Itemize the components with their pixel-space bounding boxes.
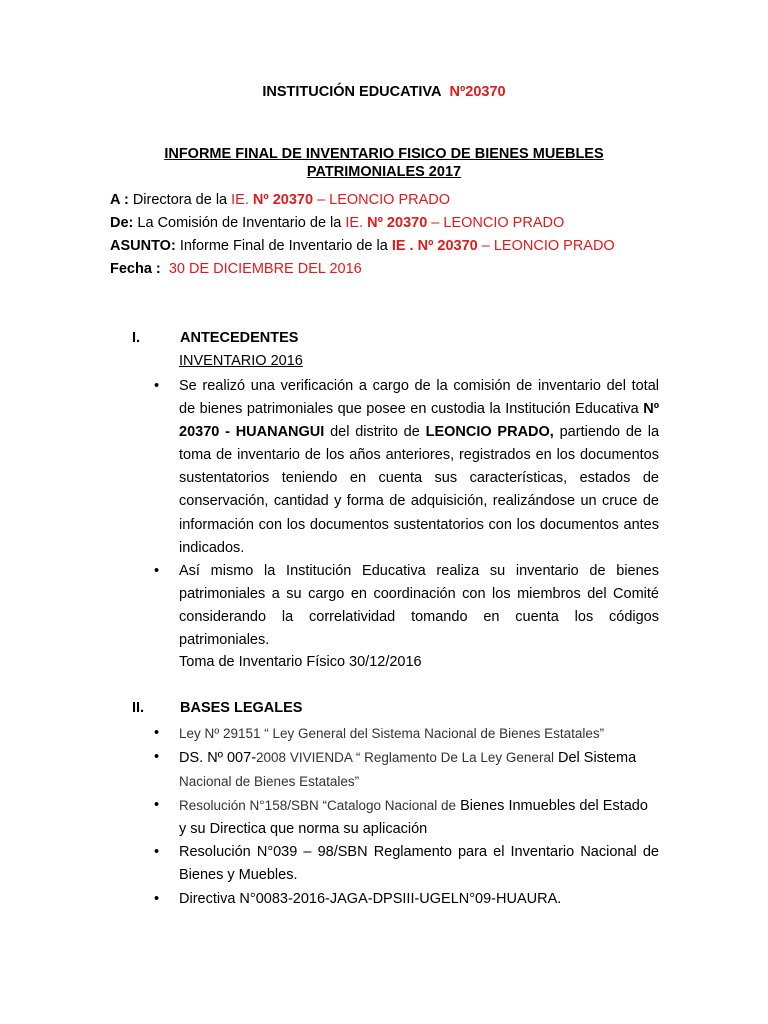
memo-from-rest: – LEONCIO PRADO xyxy=(431,215,565,231)
section-2-number: II. xyxy=(132,700,145,716)
section-1-number: I. xyxy=(132,330,141,346)
section-2-heading xyxy=(132,700,302,716)
legal-item-3-c: y su Directica que norma su aplicación xyxy=(179,821,428,838)
memo-subject-label: ASUNTO: xyxy=(110,238,176,254)
bullet-1-text-b: del distrito de xyxy=(330,424,420,441)
section-1-subtitle: INVENTARIO 2016 xyxy=(179,353,303,369)
memo-from-number: Nº 20370 xyxy=(367,215,428,231)
memo-date-value: 30 DE DICIEMBRE DEL 2016 xyxy=(168,261,362,277)
institution-label: INSTITUCIÓN EDUCATIVA xyxy=(262,84,442,100)
memo-subject-number: Nº 20370 xyxy=(417,238,478,254)
memo-to xyxy=(110,189,450,211)
bullet-1-district: LEONCIO PRADO, xyxy=(425,424,554,441)
legal-item-1 xyxy=(179,722,659,746)
section-1-heading xyxy=(132,330,298,346)
report-title xyxy=(0,145,768,181)
memo-to-label: A : xyxy=(110,192,129,208)
memo-date-label: Fecha : xyxy=(110,261,161,277)
section-1-bullet-1 xyxy=(179,375,659,560)
legal-item-2 xyxy=(179,746,659,794)
memo-from-text: La Comisión de Inventario de la xyxy=(137,215,342,231)
memo-subject-rest: – LEONCIO PRADO xyxy=(481,238,615,254)
memo-from-label: De: xyxy=(110,215,134,231)
memo-from xyxy=(110,212,564,234)
legal-item-2-a: DS. Nº 007- xyxy=(179,750,257,766)
section-2-title: BASES LEGALES xyxy=(180,700,303,716)
institution-title xyxy=(0,84,768,100)
legal-item-3-a: Resolución N°158/SBN “Catalogo Nacional de xyxy=(179,798,457,813)
bullet-1-text-c: partiendo de la toma de inventario de los años anteriores, registrados en los documentos sustentatorios teniendo en cuenta sus características, estados de conservación, cantidad y forma de adquisición, realizándose un cruce de información con los documentos sustentatorios con los documentos antes indicados. xyxy=(179,424,660,556)
memo-date xyxy=(110,258,362,280)
memo-subject-text: Informe Final de Inventario de la xyxy=(179,238,388,254)
memo-to-number: Nº 20370 xyxy=(252,192,314,208)
memo-to-rest: – LEONCIO PRADO xyxy=(317,192,451,208)
legal-item-1-text: Ley Nº 29151 “ Ley General del Sistema Nacional de Bienes Estatales” xyxy=(179,726,605,741)
section-1-bullet-2: • Así mismo la Institución Educativa realiza su inventario de bienes patrimoniales a su cargo en coordinación con los miembros del Comité considerando la correlatividad tomando en cuenta los códigos patrimoniales. xyxy=(179,560,659,652)
memo-to-text: Directora de la xyxy=(132,192,228,208)
legal-item-3 xyxy=(179,794,659,841)
legal-item-2-d: Nacional de Bienes Estatales” xyxy=(179,774,360,790)
report-title-line1: INFORME FINAL DE INVENTARIO FISICO DE BIENES MUEBLES xyxy=(164,146,604,162)
bullet-1-text-a: Se realizó una verificación a cargo de la comisión de inventario del total de bienes patrimoniales que posee en custodia la Institución Educativa xyxy=(179,378,659,418)
section-1-inventory-date: Toma de Inventario Físico 30/12/2016 xyxy=(179,654,422,670)
memo-to-ie: IE. xyxy=(231,192,249,208)
report-title-line2: PATRIMONIALES 2017 xyxy=(306,164,462,180)
memo-subject-ie: IE . xyxy=(391,238,414,254)
legal-item-4: • Resolución N°039 – 98/SBN Reglamento para el Inventario Nacional de Bienes y Muebles. xyxy=(179,841,659,887)
memo-from-ie: IE. xyxy=(345,215,364,231)
institution-number: Nº20370 xyxy=(449,84,506,100)
legal-item-2-b: 2008 VIVIENDA “ Reglamento De La Ley General xyxy=(256,750,554,765)
section-1-title: ANTECEDENTES xyxy=(180,330,299,346)
legal-item-3-b: Bienes Inmuebles del Estado xyxy=(460,798,648,814)
bullet-1-school: Nº 20370 - HUANANGUI xyxy=(179,401,660,441)
memo-subject xyxy=(110,235,615,257)
legal-item-5: • Directiva N°0083-2016-JAGA-DPSIII-UGELN°09-HUAURA. xyxy=(179,888,659,911)
legal-item-2-c: Del Sistema xyxy=(557,750,637,766)
